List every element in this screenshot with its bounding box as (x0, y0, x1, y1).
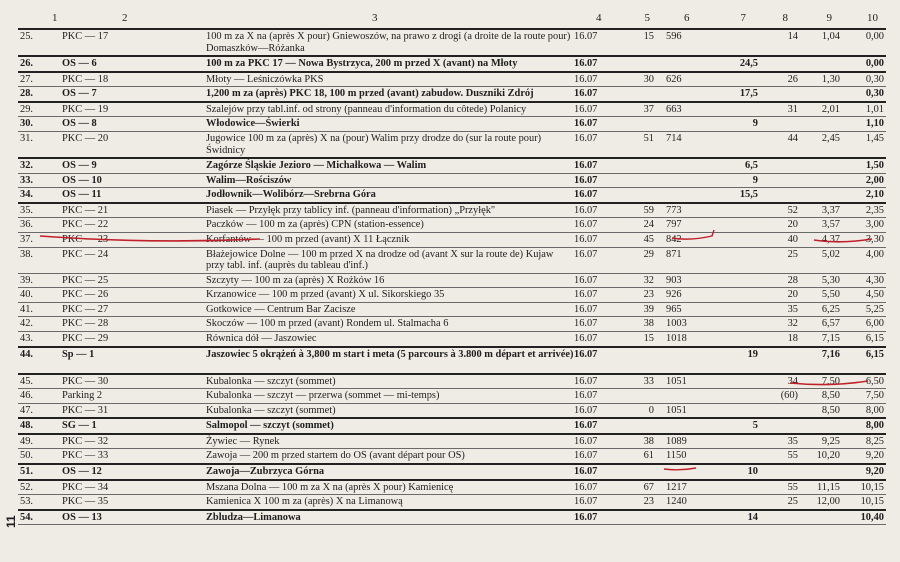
cell-c9: 8,50 (821, 404, 840, 416)
cell-date: 16.07 (574, 404, 598, 416)
cell-c10: 2,35 (865, 204, 884, 216)
cell-n: 42. (20, 318, 33, 330)
cell-desc: Kubalonka — szczyt (sommet) (206, 375, 336, 387)
cell-n: 26. (20, 58, 33, 69)
cell-desc: Gotkowice — Centrum Bar Zacisze (206, 303, 356, 315)
cell-date: 16.07 (574, 450, 598, 462)
cell-code: PKC — 27 (62, 303, 109, 315)
cell-c9: 6,25 (821, 303, 840, 315)
cell-c5: 15 (643, 31, 654, 42)
cell-c6: 1018 (666, 332, 687, 344)
cell-desc: Korfantów — 100 m przed (avant) X 11 Łącznik (206, 233, 410, 245)
cell-c8: 31 (787, 103, 798, 115)
cell-n: 47. (20, 404, 33, 416)
table-row (18, 404, 886, 420)
cell-c5: 23 (643, 496, 654, 508)
itinerary-table (18, 8, 886, 525)
cell-c9: 5,02 (821, 248, 840, 260)
table-body (18, 30, 886, 525)
cell-c10: 0,30 (865, 73, 884, 85)
cell-c8: 14 (787, 31, 798, 42)
cell-desc: Zawoja—Zubrzyca Górna (206, 466, 325, 478)
table-row (18, 348, 886, 375)
cell-c6: 596 (666, 31, 682, 42)
table-row (18, 465, 886, 481)
cell-c5: 30 (643, 73, 654, 85)
cell-date: 16.07 (574, 204, 598, 216)
cell-date: 16.07 (574, 435, 598, 447)
cell-c9: 7,16 (821, 348, 840, 360)
cell-c5: 51 (643, 132, 654, 144)
cell-n: 37. (20, 233, 33, 245)
cell-c9: 2,45 (821, 132, 840, 144)
table-header (18, 8, 886, 30)
cell-c10: 8,25 (865, 435, 884, 447)
cell-n: 41. (20, 303, 33, 315)
cell-date: 16.07 (574, 103, 598, 115)
header-col-2: 2 (122, 12, 128, 24)
cell-desc: Jaszowiec 5 okrążeń à 3,800 m start i meta (5 parcours à 3.800 m départ et arrivée) (206, 348, 574, 360)
header-col-1: 1 (52, 12, 58, 24)
cell-c8: 52 (787, 204, 798, 216)
cell-c8: 35 (787, 303, 798, 315)
table-row (18, 274, 886, 289)
cell-c6: 1051 (666, 375, 687, 387)
cell-n: 45. (20, 375, 33, 387)
cell-c5: 38 (643, 318, 654, 330)
cell-c8: 28 (787, 274, 798, 286)
cell-c6: 797 (666, 219, 682, 231)
cell-desc: Włodowice—Świerki (206, 118, 300, 130)
cell-c10: 0,00 (865, 31, 884, 42)
cell-c7: 19 (747, 348, 758, 360)
cell-c5: 32 (643, 274, 654, 286)
cell-code: PKC — 28 (62, 318, 109, 330)
cell-n: 28. (20, 88, 33, 100)
cell-c10: 0,30 (865, 88, 884, 100)
cell-c9: 7,15 (821, 332, 840, 344)
cell-desc: 100 m za X na (après X pour) Gniewoszów, na prawo z drogi (a droite de la route pour) Domaszków—Różanka (206, 31, 571, 54)
cell-c9: 10,20 (816, 450, 840, 462)
cell-code: OS — 6 (62, 58, 97, 69)
cell-c8: (60) (780, 390, 798, 402)
cell-n: 30. (20, 118, 33, 130)
table-row (18, 159, 886, 174)
table-row (18, 303, 886, 318)
cell-n: 39. (20, 274, 33, 286)
cell-c6: 1051 (666, 404, 687, 416)
cell-c10: 1,45 (865, 132, 884, 144)
cell-c10: 3,30 (865, 233, 884, 245)
cell-c10: 4,30 (865, 274, 884, 286)
table-row (18, 57, 886, 73)
cell-c10: 10,15 (860, 481, 884, 493)
cell-desc: 100 m za PKC 17 — Nowa Bystrzyca, 200 m przed X (avant) na Młoty (206, 58, 518, 69)
cell-c9: 3,37 (821, 204, 840, 216)
cell-c6: 903 (666, 274, 682, 286)
header-col-9: 9 (826, 12, 832, 24)
cell-c5: 45 (643, 233, 654, 245)
cell-code: OS — 9 (62, 159, 97, 171)
table-row (18, 389, 886, 404)
header-col-6: 6 (684, 12, 690, 24)
cell-code: Sp — 1 (62, 348, 95, 360)
table-row (18, 73, 886, 88)
cell-c9: 12,00 (816, 496, 840, 508)
cell-c8: 44 (787, 132, 798, 144)
cell-n: 25. (20, 31, 33, 42)
cell-c9: 3,57 (821, 219, 840, 231)
cell-c6: 1240 (666, 496, 687, 508)
table-row (18, 103, 886, 118)
cell-code: PKC — 34 (62, 481, 109, 493)
cell-date: 16.07 (574, 88, 598, 100)
table-row (18, 204, 886, 219)
cell-c8: 25 (787, 496, 798, 508)
cell-n: 34. (20, 189, 33, 201)
cell-c9: 8,50 (821, 390, 840, 402)
cell-c6: 926 (666, 289, 682, 301)
cell-c6: 965 (666, 303, 682, 315)
cell-code: PKC — 21 (62, 204, 109, 216)
cell-date: 16.07 (574, 274, 598, 286)
cell-c5: 0 (648, 404, 654, 416)
cell-code: PKC — 32 (62, 435, 109, 447)
cell-n: 32. (20, 159, 33, 171)
cell-n: 38. (20, 248, 33, 260)
cell-n: 54. (20, 511, 33, 523)
cell-date: 16.07 (574, 511, 598, 523)
cell-desc: 1,200 m za (après) PKC 18, 100 m przed (avant) zabudow. Duszniki Zdrój (206, 88, 534, 100)
cell-c5: 37 (643, 103, 654, 115)
cell-code: OS — 10 (62, 174, 102, 186)
cell-c10: 1,50 (865, 159, 884, 171)
cell-date: 16.07 (574, 318, 598, 330)
cell-code: Parking 2 (62, 390, 103, 402)
cell-c8: 55 (787, 450, 798, 462)
cell-desc: Zbludza—Limanowa (206, 511, 301, 523)
header-col-8: 8 (782, 12, 788, 24)
cell-n: 33. (20, 174, 33, 186)
cell-date: 16.07 (574, 174, 598, 186)
cell-c10: 1,01 (865, 103, 884, 115)
cell-desc: Jodłownik—Wolibórz—Srebrna Góra (206, 189, 376, 201)
cell-code: PKC — 31 (62, 404, 109, 416)
cell-c10: 8,00 (865, 404, 884, 416)
cell-c8: 20 (787, 219, 798, 231)
cell-desc: Salmopol — szczyt (sommet) (206, 420, 334, 432)
cell-c10: 1,10 (865, 118, 884, 130)
cell-date: 16.07 (574, 219, 598, 231)
cell-c6: 842 (666, 233, 682, 245)
table-row (18, 117, 886, 132)
cell-c8: 20 (787, 289, 798, 301)
table-row (18, 495, 886, 511)
cell-code: PKC — 18 (62, 73, 109, 85)
cell-date: 16.07 (574, 233, 598, 245)
cell-c5: 61 (643, 450, 654, 462)
cell-code: PKC — 30 (62, 375, 109, 387)
cell-c7: 14 (747, 511, 758, 523)
cell-c9: 4,37 (821, 233, 840, 245)
cell-desc: Mszana Dolna — 100 m za X na (après X pour) Kamienicę (206, 481, 454, 493)
table-row (18, 233, 886, 248)
cell-desc: Błażejowice Dolne — 100 m przed X na drodze od (avant X sur la route de) Kujaw przy tabl. inf. (auprès du tableau d'inf.) (206, 248, 554, 272)
cell-c7: 10 (747, 466, 758, 478)
header-col-4: 4 (596, 12, 602, 24)
cell-date: 16.07 (574, 390, 598, 402)
cell-c8: 40 (787, 233, 798, 245)
table-row (18, 87, 886, 103)
cell-code: PKC — 19 (62, 103, 109, 115)
cell-desc: Zagórze Śląskie Jezioro — Michałkowa — Walim (206, 159, 427, 171)
cell-code: PKC — 35 (62, 496, 109, 508)
header-col-7: 7 (740, 12, 746, 24)
cell-c10: 10,40 (860, 511, 884, 523)
cell-desc: Krzanowice — 100 m przed (avant) X ul. Sikorskiego 35 (206, 289, 445, 301)
cell-n: 43. (20, 332, 33, 344)
table-row (18, 511, 886, 526)
cell-c6: 871 (666, 248, 682, 260)
cell-c5: 33 (643, 375, 654, 387)
cell-desc: Żywiec — Rynek (206, 435, 280, 447)
cell-c5: 24 (643, 219, 654, 231)
cell-code: PKC — 20 (62, 132, 109, 144)
cell-c7: 5 (752, 420, 758, 432)
table-row (18, 174, 886, 189)
cell-n: 27. (20, 73, 33, 85)
cell-c9: 5,30 (821, 274, 840, 286)
cell-n: 53. (20, 496, 33, 508)
cell-c6: 663 (666, 103, 682, 115)
cell-desc: Kubalonka — szczyt — przerwa (sommet — mi-temps) (206, 390, 440, 402)
cell-date: 16.07 (574, 348, 598, 360)
cell-c8: 55 (787, 481, 798, 493)
cell-code: OS — 8 (62, 118, 97, 130)
cell-n: 31. (20, 132, 33, 144)
cell-c9: 1,30 (821, 73, 840, 85)
cell-n: 29. (20, 103, 33, 115)
page-number: 11 (4, 515, 18, 528)
cell-n: 46. (20, 390, 33, 402)
cell-c7: 24,5 (739, 58, 758, 69)
cell-date: 16.07 (574, 420, 598, 432)
table-row (18, 317, 886, 332)
cell-c7: 17,5 (739, 88, 758, 100)
table-row (18, 30, 886, 57)
cell-c10: 6,50 (865, 375, 884, 387)
cell-c5: 15 (643, 332, 654, 344)
cell-date: 16.07 (574, 332, 598, 344)
table-row (18, 435, 886, 450)
cell-c8: 25 (787, 248, 798, 260)
cell-code: OS — 12 (62, 466, 102, 478)
cell-c10: 10,15 (860, 496, 884, 508)
cell-c9: 5,50 (821, 289, 840, 301)
cell-date: 16.07 (574, 73, 598, 85)
cell-date: 16.07 (574, 466, 598, 478)
cell-c6: 1003 (666, 318, 687, 330)
table-row (18, 449, 886, 465)
cell-code: OS — 13 (62, 511, 102, 523)
cell-n: 48. (20, 420, 33, 432)
cell-code: PKC — 25 (62, 274, 109, 286)
cell-c7: 15,5 (739, 189, 758, 201)
cell-c5: 67 (643, 481, 654, 493)
cell-date: 16.07 (574, 159, 598, 171)
cell-date: 16.07 (574, 58, 598, 69)
table-row (18, 188, 886, 204)
cell-c8: 26 (787, 73, 798, 85)
cell-c7: 9 (752, 118, 758, 130)
cell-desc: Kubalonka — szczyt (sommet) (206, 404, 336, 416)
cell-code: SG — 1 (62, 420, 97, 432)
cell-c10: 3,00 (865, 219, 884, 231)
cell-c7: 9 (752, 174, 758, 186)
cell-date: 16.07 (574, 481, 598, 493)
cell-code: PKC — 23 (62, 233, 109, 245)
cell-c9: 9,25 (821, 435, 840, 447)
cell-c8: 18 (787, 332, 798, 344)
cell-c10: 2,00 (865, 174, 884, 186)
cell-c5: 59 (643, 204, 654, 216)
cell-c10: 6,15 (865, 348, 884, 360)
cell-c10: 2,10 (865, 189, 884, 201)
cell-desc: Skoczów — 100 m przed (avant) Rondem ul. Stalmacha 6 (206, 318, 449, 330)
cell-c5: 38 (643, 435, 654, 447)
cell-c6: 773 (666, 204, 682, 216)
table-row (18, 419, 886, 435)
cell-c10: 4,50 (865, 289, 884, 301)
table-row (18, 332, 886, 348)
cell-c10: 9,20 (865, 466, 884, 478)
cell-desc: Walim—Rościszów (206, 174, 292, 186)
cell-date: 16.07 (574, 375, 598, 387)
cell-date: 16.07 (574, 496, 598, 508)
cell-date: 16.07 (574, 303, 598, 315)
table-row (18, 218, 886, 233)
cell-desc: Szczyty — 100 m za (après) X Rożków 16 (206, 274, 385, 286)
header-col-5: 5 (644, 12, 650, 24)
header-col-3: 3 (372, 12, 378, 24)
cell-n: 35. (20, 204, 33, 216)
cell-c5: 23 (643, 289, 654, 301)
cell-c5: 29 (643, 248, 654, 260)
cell-c10: 9,20 (865, 450, 884, 462)
cell-code: PKC — 26 (62, 289, 109, 301)
cell-c8: 35 (787, 435, 798, 447)
cell-c10: 6,00 (865, 318, 884, 330)
cell-c9: 1,04 (821, 31, 840, 42)
cell-desc: Paczków — 100 m za (après) CPN (station-essence) (206, 219, 424, 231)
cell-c10: 8,00 (865, 420, 884, 432)
cell-c10: 4,00 (865, 248, 884, 260)
cell-c10: 6,15 (865, 332, 884, 344)
cell-date: 16.07 (574, 248, 598, 260)
cell-c6: 1089 (666, 435, 687, 447)
table-row (18, 132, 886, 159)
cell-c7: 6,5 (745, 159, 758, 171)
cell-code: OS — 7 (62, 88, 97, 100)
cell-date: 16.07 (574, 132, 598, 144)
cell-date: 16.07 (574, 31, 598, 42)
cell-n: 50. (20, 450, 33, 462)
cell-code: PKC — 24 (62, 248, 109, 260)
cell-c6: 626 (666, 73, 682, 85)
cell-c10: 5,25 (865, 303, 884, 315)
cell-c10: 0,00 (865, 58, 884, 69)
cell-desc: Piasek — Przyłęk przy tablicy inf. (panneau d'information) „Przyłęk" (206, 204, 496, 216)
cell-n: 49. (20, 435, 33, 447)
cell-desc: Zawoja — 200 m przed startem do OS (avant départ pour OS) (206, 450, 465, 462)
header-col-10: 10 (867, 12, 878, 24)
cell-c10: 7,50 (865, 390, 884, 402)
table-row (18, 248, 886, 274)
cell-c9: 7,50 (821, 375, 840, 387)
cell-date: 16.07 (574, 189, 598, 201)
table-row (18, 375, 886, 390)
cell-desc: Młoty — Leśniczówka PKS (206, 73, 324, 85)
cell-code: OS — 11 (62, 189, 102, 201)
cell-code: PKC — 17 (62, 31, 109, 42)
cell-n: 36. (20, 219, 33, 231)
cell-n: 51. (20, 466, 33, 478)
cell-n: 52. (20, 481, 33, 493)
cell-code: PKC — 29 (62, 332, 109, 344)
cell-c8: 32 (787, 318, 798, 330)
cell-c5: 39 (643, 303, 654, 315)
cell-c6: 1150 (666, 450, 687, 462)
cell-c6: 714 (666, 132, 682, 144)
cell-desc: Równica dół — Jaszowiec (206, 332, 317, 344)
cell-c8: 34 (787, 375, 798, 387)
cell-desc: Jugowice 100 m za (après) X na (pour) Walim przy drodze do (sur la route pour) Świdnicy (206, 132, 542, 156)
cell-date: 16.07 (574, 118, 598, 130)
cell-c9: 6,57 (821, 318, 840, 330)
cell-code: PKC — 33 (62, 450, 109, 462)
cell-code: PKC — 22 (62, 219, 109, 231)
cell-desc: Kamienica X 100 m za (après) X na Limanową (206, 496, 403, 508)
cell-n: 40. (20, 289, 33, 301)
table-row (18, 288, 886, 303)
cell-c6: 1217 (666, 481, 687, 493)
cell-c9: 11,15 (817, 481, 840, 493)
table-row (18, 481, 886, 496)
cell-desc: Szalejów przy tabl.inf. od strony (panneau d'information du côtede) Polanicy (206, 103, 527, 115)
cell-c9: 2,01 (821, 103, 840, 115)
cell-date: 16.07 (574, 289, 598, 301)
cell-n: 44. (20, 348, 33, 360)
